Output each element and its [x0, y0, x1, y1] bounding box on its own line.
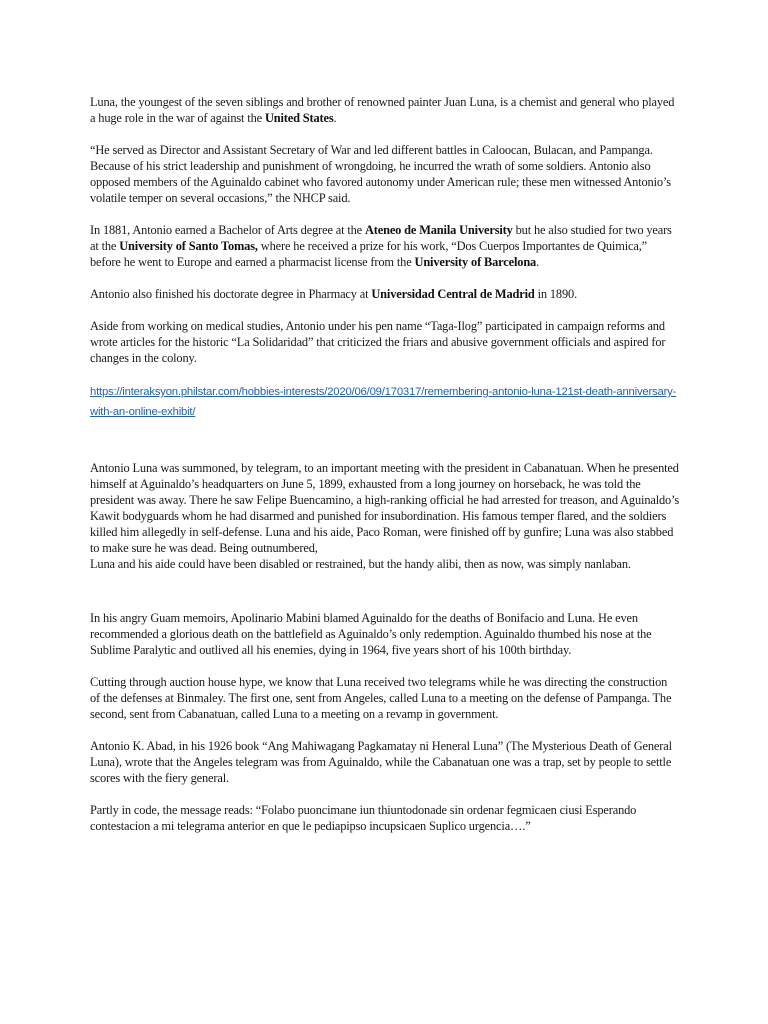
paragraph-nanlaban: Luna and his aide could have been disabled or restrained, but the handy alibi, then as now, was simply nanlaban. — [90, 557, 631, 571]
bold-ust: University of Santo Tomas, — [119, 239, 258, 253]
bold-madrid: Universidad Central de Madrid — [371, 287, 535, 301]
paragraph-abad: Antonio K. Abad, in his 1926 book “Ang Mahiwagang Pagkamatay ni Heneral Luna” (The Mysterious Death of General Luna), wrote that the Angeles telegram was from Aguinaldo, while the Cabanatuan one was a trap, set by people to settle scores with the fiery general. — [90, 739, 672, 785]
bold-barcelona: University of Barcelona — [414, 255, 537, 269]
paragraph-mabini: In his angry Guam memoirs, Apolinario Mabini blamed Aguinaldo for the deaths of Bonifacio and Luna. He even recommended a glorious death on the battlefield as Aguinaldo’s only redemption. Aguinaldo thumbed his nose at the Sublime Paralytic and outlived all his enemies, dying in 1964, five years short of his 100th birthday. — [90, 611, 652, 657]
paragraph-telegrams: Cutting through auction house hype, we know that Luna received two telegrams while he was directing the construction of the defenses at Binmaley. The first one, sent from Angeles, called Luna to a meeting on the defense of Pampanga. The second, sent from Cabanatuan, called Luna to a meeting on a revamp in government. — [90, 675, 672, 721]
source-link[interactable]: https://interaksyon.philstar.com/hobbies-interests/2020/06/09/170317/remembering-antonio-luna-121st-death-anniversary-with-an-online-exhibit/ — [90, 386, 677, 418]
paragraph-summoned: Antonio Luna was summoned, by telegram, to an important meeting with the president in Cabanatuan. When he presented himself at Aguinaldo’s headquarters on June 5, 1899, exhausted from a long journey on horseback, he was told the president was away. There he saw Felipe Buencamino, a high-ranking official he had arrested for treason, and Aguinaldo’s Kawit bodyguards whom he had disarmed and punished for insubordination. His famous temper flared, and the soldiers killed him allegedly in self-defense. Luna and his aide, Paco Roman, were finished off by gunfire; Luna was also stabbed to make sure he was dead. Being outnumbered, — [90, 461, 680, 555]
paragraph-la-solidaridad: Aside from working on medical studies, Antonio under his pen name “Taga-Ilog” participated in campaign reforms and wrote articles for the historic “La Solidaridad” that criticized the friars and abusive government officials and aspired for changes in the colony. — [90, 319, 666, 365]
paragraph-coded-message: Partly in code, the message reads: “Folabo puoncimane iun thiuntodonade sin ordenar fegmicaen ciusi Esperando contestacion a mi telegrama anterior en que le pediapipso incupsicaen Suplico urgencia….” — [90, 803, 637, 833]
paragraph-nhcp-quote: “He served as Director and Assistant Secretary of War and led different battles in Caloocan, Bulacan, and Pampanga. Because of his strict leadership and punishment of wrongdoing, he incurred the wrath of some soldiers. Antonio also opposed members of the Aguinaldo cabinet who favored autonomy under American rule; these men witnessed Antonio’s volatile temper on several occasions,” the NHCP said. — [90, 143, 671, 205]
paragraph-doctorate: Antonio also finished his doctorate degree in Pharmacy at Universidad Central de Madrid in 1890. — [90, 287, 578, 301]
bold-united-states: United States — [264, 111, 334, 125]
bold-ateneo: Ateneo de Manila University — [364, 223, 513, 237]
paragraph-education: In 1881, Antonio earned a Bachelor of Arts degree at the Ateneo de Manila University but he also studied for two years at the University of Santo Tomas, where he received a prize for his work, “Dos Cuerpos Importantes de Quimica,” before he went to Europe and earned a pharmacist license from the University of Barcelona. — [90, 223, 672, 269]
paragraph-intro: Luna, the youngest of the seven siblings and brother of renowned painter Juan Luna, is a chemist and general who played a huge role in the war of against the United States. — [90, 95, 675, 125]
document-page — [90, 94, 680, 850]
